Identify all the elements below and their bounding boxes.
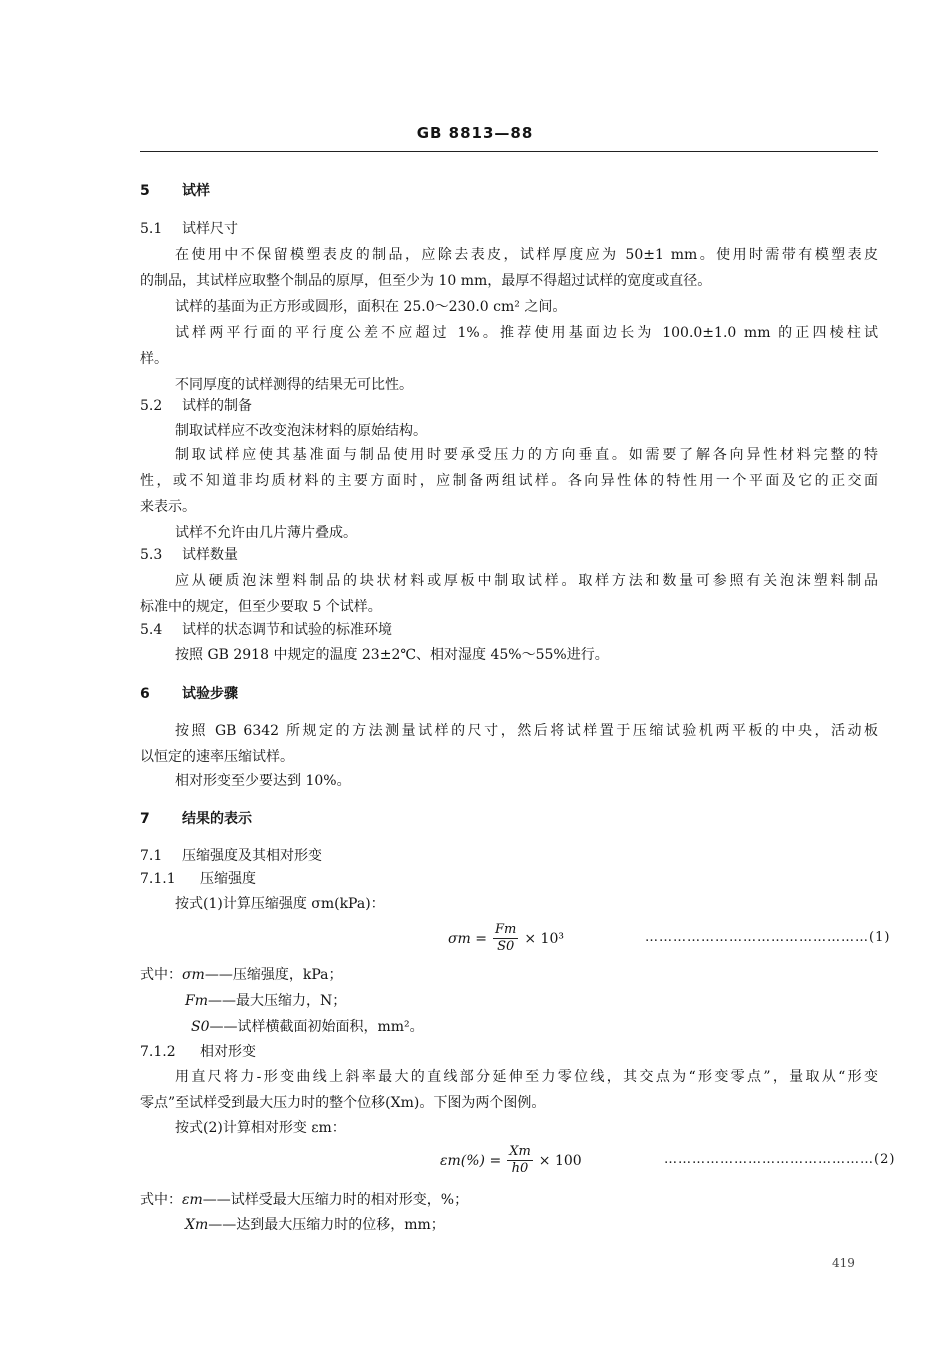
formula-1-rhs: × 10³ xyxy=(524,930,564,947)
para-5-1-line: 试样的基面为正方形或圆形，面积在 25.0～230.0 cm² 之间。 xyxy=(175,299,567,315)
section-5-4-heading: 5.4 试样的状态调节和试验的标准环境 xyxy=(140,622,392,638)
formula-1-lhs: σm = xyxy=(448,930,488,947)
section-7-1-heading: 7.1 压缩强度及其相对形变 xyxy=(140,848,322,864)
para-5-2-line: 制取试样应使其基准面与制品使用时要承受压力的方向垂直。如需要了解各向异性材料完整的特 xyxy=(175,447,878,463)
header-rule xyxy=(140,151,878,152)
where-clause-2: Xm——达到最大压缩力时的位移，mm； xyxy=(185,1217,445,1233)
formula-2-numerator: Xm xyxy=(509,1144,531,1159)
para-5-4-line: 按照 GB 2918 中规定的温度 23±2℃、相对湿度 45%～55%进行。 xyxy=(175,647,609,663)
para-5-1-line: 在使用中不保留模塑表皮的制品，应除去表皮，试样厚度应为 50±1 mm。使用时需带有模塑表皮 xyxy=(175,247,878,263)
formula-1-denominator: S0 xyxy=(497,939,515,954)
formula-2 xyxy=(440,1144,582,1177)
para-5-2-line: 来表示。 xyxy=(140,499,196,515)
formula-1 xyxy=(448,922,564,955)
para-5-3-line: 标准中的规定，但至少要取 5 个试样。 xyxy=(140,599,382,615)
para-6-line: 按照 GB 6342 所规定的方法测量试样的尺寸，然后将试样置于压缩试验机两平板的中央，活动板 xyxy=(175,723,878,739)
section-5-heading: 5 试样 xyxy=(140,183,210,199)
where-clause-1: 式中：σm——压缩强度，kPa； xyxy=(140,967,343,983)
section-7-1-1-heading: 7.1.1 压缩强度 xyxy=(140,871,256,887)
formula-1-number: (1) xyxy=(869,930,891,945)
formula-1-fraction xyxy=(493,922,518,955)
page-number: 419 xyxy=(832,1256,855,1270)
para-6-line: 相对形变至少要达到 10%。 xyxy=(175,773,351,789)
para-5-2-line: 制取试样应不改变泡沫材料的原始结构。 xyxy=(175,423,427,439)
section-5-2-heading: 5.2 试样的制备 xyxy=(140,398,252,414)
formula-2-intro: 按式(2)计算相对形变 εm： xyxy=(175,1120,346,1136)
para-5-3-line: 应从硬质泡沫塑料制品的块状材料或厚板中制取试样。取样方法和数量可参照有关泡沫塑料制品 xyxy=(175,573,878,589)
para-5-2-line: 性，或不知道非均质材料的主要方面时，应制备两组试样。各向异性体的特性用一个平面及它的正交面 xyxy=(140,473,878,489)
para-5-1-line: 试样两平行面的平行度公差不应超过 1%。推荐使用基面边长为 100.0±1.0 mm 的正四棱柱试 xyxy=(175,325,878,341)
formula-1-leader: …………………………………………(1) xyxy=(645,930,891,945)
section-7-1-2-heading: 7.1.2 相对形变 xyxy=(140,1044,256,1060)
standard-header: GB 8813—88 xyxy=(416,124,534,142)
para-6-line: 以恒定的速率压缩试样。 xyxy=(140,749,294,765)
para-5-1-line: 的制品，其试样应取整个制品的原厚，但至少为 10 mm，最厚不得超过试样的宽度或直径。 xyxy=(140,273,712,289)
section-6-heading: 6 试验步骤 xyxy=(140,686,238,702)
formula-2-denominator: h0 xyxy=(511,1161,529,1176)
section-7-heading: 7 结果的表示 xyxy=(140,811,252,827)
formula-2-number: (2) xyxy=(874,1152,896,1167)
where-clause-2: 式中：εm——试样受最大压缩力时的相对形变，%； xyxy=(140,1192,469,1208)
formula-2-fraction xyxy=(507,1144,533,1177)
formula-2-rhs: × 100 xyxy=(538,1152,582,1169)
formula-1-intro: 按式(1)计算压缩强度 σm(kPa)： xyxy=(175,896,385,912)
para-5-1-line: 不同厚度的试样测得的结果无可比性。 xyxy=(175,377,413,393)
section-5-3-heading: 5.3 试样数量 xyxy=(140,547,238,563)
para-5-1-line: 样。 xyxy=(140,351,168,367)
formula-1-numerator: Fm xyxy=(495,922,517,937)
para-5-2-line: 试样不允许由几片薄片叠成。 xyxy=(175,525,357,541)
para-7-1-2-line: 用直尺将力-形变曲线上斜率最大的直线部分延伸至力零位线，其交点为“形变零点”，量取从“形变 xyxy=(175,1069,878,1085)
formula-2-leader: ………………………………………(2) xyxy=(664,1152,896,1167)
where-clause-1: S0——试样横截面初始面积，mm²。 xyxy=(191,1019,424,1035)
formula-2-lhs: εm(%) = xyxy=(440,1152,502,1169)
where-clause-1: Fm——最大压缩力，N； xyxy=(185,993,347,1009)
para-7-1-2-line: 零点”至试样受到最大压力时的整个位移(Xm)。下图为两个图例。 xyxy=(140,1095,546,1111)
section-5-1-heading: 5.1 试样尺寸 xyxy=(140,221,238,237)
